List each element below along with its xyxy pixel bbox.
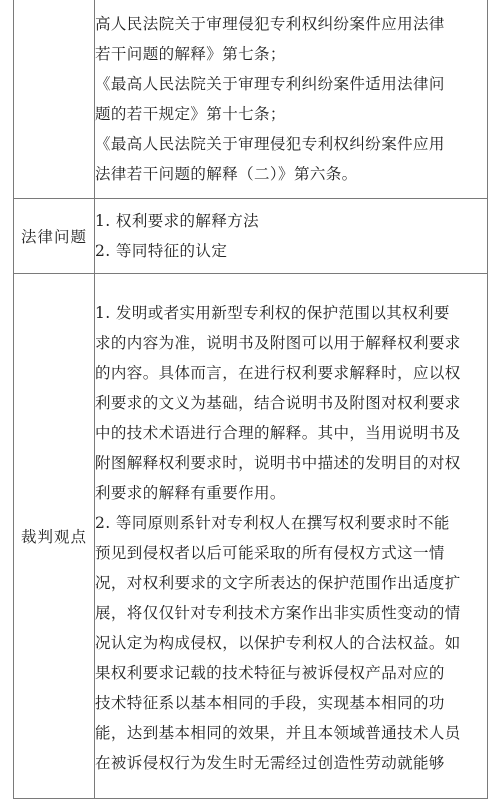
- text-line: 《最高人民法院关于审理专利纠纷案件适用法律问: [95, 75, 445, 93]
- table-row-judgment-views: [14, 274, 488, 799]
- table-row-legal-basis: [14, 0, 488, 199]
- text-line: 的内容。具体而言，在进行权利要求解释时，应以权: [95, 364, 461, 382]
- text-line: 1. 发明或者实用新型专利权的保护范围以其权利要: [95, 304, 450, 322]
- text-line: 况认定为构成侵权，以保护专利权人的合法权益。如: [95, 634, 461, 652]
- text-line: 能，达到基本相同的效果，并且本领域普通技术人员: [95, 724, 461, 742]
- text-line: 附图解释权利要求时，说明书中描述的发明目的对权: [95, 454, 461, 472]
- text-line: 果权利要求记载的技术特征与被诉侵权产品对应的: [95, 664, 445, 682]
- case-summary-table: [13, 0, 488, 799]
- text-line: 1. 权利要求的解释方法: [95, 212, 260, 230]
- row-label-empty: [14, 0, 95, 199]
- text-line: 况，对权利要求的文字所表达的保护范围作出适度扩: [95, 574, 461, 592]
- text-line: 《最高人民法院关于审理侵犯专利权纠纷案件应用: [95, 135, 445, 153]
- legal-basis-content: [95, 0, 488, 199]
- row-label-legal-issues: 法律问题: [14, 199, 95, 274]
- text-line: 法律若干问题的解释（二）》第六条。: [95, 165, 358, 183]
- text-line: 利要求的解释有重要作用。: [95, 484, 286, 502]
- text-line: 若干问题的解释》第七条；: [95, 45, 286, 63]
- text-line: 预见到侵权者以后可能采取的所有侵权方式这一情: [95, 544, 445, 562]
- text-line: 展，将仅仅针对专利技术方案作出非实质性变动的情: [95, 604, 461, 622]
- text-line: 求的内容为准，说明书及附图可以用于解释权利要求: [95, 334, 461, 352]
- text-line: 在被诉侵权行为发生时无需经过创造性劳动就能够: [95, 754, 445, 772]
- text-line: 2. 等同原则系针对专利权人在撰写权利要求时不能: [95, 514, 450, 532]
- text-line: 技术特征系以基本相同的手段，实现基本相同的功: [95, 694, 445, 712]
- table-row-legal-issues: [14, 199, 488, 274]
- text-line: 利要求的文义为基础，结合说明书及附图对权利要求: [95, 394, 461, 412]
- text-line: 高人民法院关于审理侵犯专利权纠纷案件应用法律: [95, 15, 445, 33]
- text-line: 2. 等同特征的认定: [95, 242, 228, 260]
- text-line: 题的若干规定》第十七条；: [95, 105, 286, 123]
- judgment-views-content: [95, 274, 488, 799]
- legal-issues-content: [95, 199, 488, 274]
- row-label-judgment-views: 裁判观点: [14, 274, 95, 799]
- text-line: 中的技术术语进行合理的解释。其中，当用说明书及: [95, 424, 461, 442]
